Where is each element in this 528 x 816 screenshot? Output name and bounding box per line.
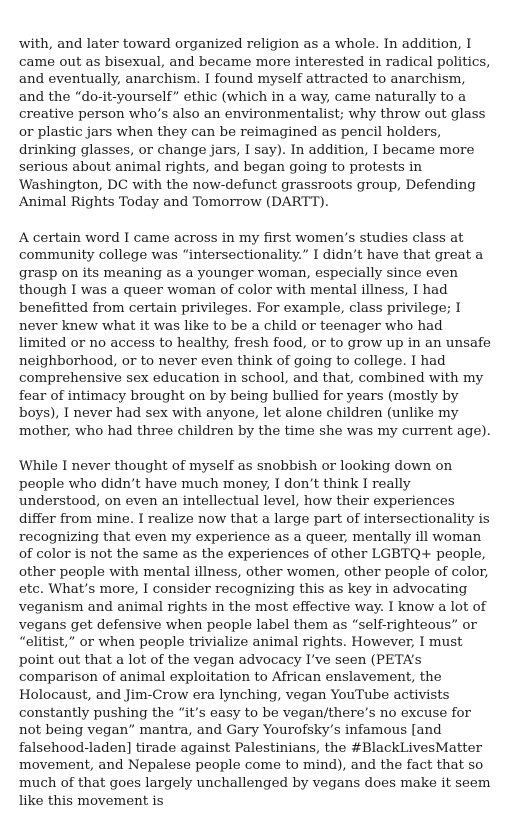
paragraph-1: with, and later toward organized religion as a whole. In addition, I came out as bisexual, and became more interested in radical politics, and eventually, anarchism. I found myself attracted to anarchism, and the “do-it-yourself” ethic (which in a way, came naturally to a creative person who’s also an environmentalist; why throw out glass or plastic jars when they can be reimagined as pencil holders, drinking glasses, or change jars, I say). In addition, I became more serious about animal rights, and began going to protests in Washington, DC with the now-defunct grassroots group, Defending Animal Rights Today and Tomorrow (DARTT).: [19, 37, 491, 211]
paragraph-2: A certain word I came across in my first women’s studies class at community college was “intersectionality.” I didn’t have that great a grasp on its meaning as a younger woman, especially since even though I was a queer woman of color with mental illness, I had benefitted from certain privileges. For example, class privilege; I never knew what it was like to be a child or teenager who had limited or no access to healthy, fresh food, or to grow up in an unsafe neighborhood, or to never even think of going to college. I had comprehensive sex education in school, and that, combined with my fear of intimacy brought on by being bullied for years (mostly by boys), I never had sex with anyone, let alone children (unlike my mother, who had three children by the time she was my current age).: [19, 230, 491, 440]
document-page: [19, 36, 492, 810]
paragraph-3: While I never thought of myself as snobbish or looking down on people who didn’t have much money, I don’t think I really understood, on even an intellectual level, how their experiences differ from mine. I realize now that a large part of intersectionality is recognizing that even my experience as a queer, mentally ill woman of color is not the same as the experiences of other LGBTQ+ people, other people with mental illness, other women, other people of color, etc. What’s more, I consider recognizing this as key in advocating veganism and animal rights in the most effective way. I know a lot of vegans get defensive when people label them as “self-righteous” or “elitist,” or when people trivialize animal rights. However, I must point out that a lot of the vegan advocacy I’ve seen (PETA’s comparison of animal exploitation to African enslavement, the Holocaust, and Jim-Crow era lynching, vegan YouTube activists constantly pushing the “it’s easy to be vegan/there’s no excuse for not being vegan” mantra, and Gary Yourofsky’s infamous [and falsehood-laden] tirade against Palestinians, the #BlackLivesMatter movement, and Nepalese people come to mind), and the fact that so much of that goes largely unchallenged by vegans does make it seem like this movement is: [19, 459, 491, 809]
